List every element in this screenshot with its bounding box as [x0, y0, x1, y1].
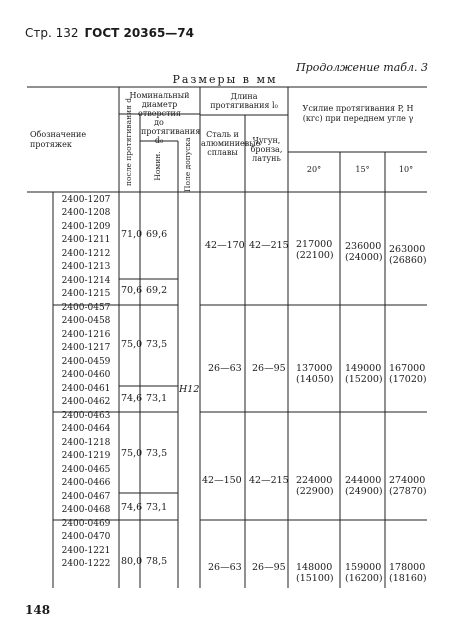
head-steel: Сталь и алюминиевые сплавы [201, 130, 261, 157]
force-20: 137000 [296, 363, 333, 374]
table-continuation: Продолжение табл. 3 [296, 61, 428, 74]
force-15-kgf: (24900) [345, 486, 383, 497]
table-row: 2400-1211 [61, 235, 111, 245]
table-row: 2400-0466 [61, 478, 111, 488]
page-ref: Стр. 132 [25, 26, 79, 40]
table-row: 2400-0457 [61, 303, 111, 313]
diameter-before: 73,5 [146, 339, 168, 350]
force-10: 167000 [389, 363, 426, 374]
diameter-before: 73,5 [146, 448, 168, 459]
diameter-after: 71,0 [121, 229, 143, 240]
length-iron: 26—95 [252, 562, 286, 573]
table-row: 2400-1215 [61, 289, 111, 299]
head-nom: Номин. [153, 151, 162, 181]
table-row: 2400-0459 [61, 357, 111, 367]
head-designation: Обозначение протяжек [30, 130, 87, 149]
tolerance-field: H12 [179, 384, 200, 395]
diameter-after: 75,0 [121, 339, 143, 350]
force-10: 274000 [389, 475, 426, 486]
diameter-after: 74,6 [121, 393, 143, 404]
length-steel: 42—150 [202, 475, 242, 486]
force-10: 178000 [389, 562, 426, 573]
diameter-after: 70,6 [121, 285, 143, 296]
head-iron: Чугун, бронза, латунь [250, 136, 283, 163]
head-angle-20: 20° [306, 165, 322, 174]
force-15: 149000 [345, 363, 382, 374]
length-steel: 26—63 [208, 363, 242, 374]
diameter-before: 73,1 [146, 393, 168, 404]
force-20-kgf: (15100) [296, 573, 334, 584]
force-10: 263000 [389, 244, 426, 255]
head-tol: Поле допуска [183, 137, 192, 192]
head-length: Длина протягивания l₀ [210, 92, 278, 110]
table-row: 2400-0462 [61, 397, 111, 407]
table-row: 2400-0468 [61, 505, 111, 515]
table-row: 2400-1221 [61, 546, 111, 556]
force-10-kgf: (26860) [389, 255, 427, 266]
force-20: 224000 [296, 475, 333, 486]
length-iron: 42—215 [249, 475, 289, 486]
diameter-before: 69,6 [146, 229, 168, 240]
diameter-after: 80,0 [121, 556, 143, 567]
table-row: 2400-0464 [61, 424, 111, 434]
table-row: 2400-1209 [61, 222, 111, 232]
force-10-kgf: (18160) [389, 573, 427, 584]
head-angle-10: 10° [398, 165, 414, 174]
force-10-kgf: (17020) [389, 374, 427, 385]
table-row: 2400-0461 [61, 384, 111, 394]
table-row: 2400-0463 [61, 411, 111, 421]
force-20: 148000 [296, 562, 333, 573]
table-row: 2400-1213 [61, 262, 111, 272]
table-row: 2400-0467 [61, 492, 111, 502]
table-row: 2400-0460 [61, 370, 111, 380]
standard-number: ГОСТ 20365—74 [84, 26, 194, 40]
table-row: 2400-1218 [61, 438, 111, 448]
head-nominal: Номинальный диаметр отверстия [129, 91, 190, 118]
force-20-kgf: (22100) [296, 250, 334, 261]
table-row: 2400-1216 [61, 330, 111, 340]
page-number: 148 [25, 603, 51, 617]
table-row: 2400-0458 [61, 316, 111, 326]
table-row: 2400-0465 [61, 465, 111, 475]
length-iron: 42—215 [249, 240, 289, 251]
head-force: Усилие протягивания P, Н (кгс) при переднем угле γ [302, 104, 414, 123]
diameter-before: 73,1 [146, 502, 168, 513]
length-steel: 42—170 [205, 240, 245, 251]
force-20-kgf: (22900) [296, 486, 334, 497]
force-20-kgf: (14050) [296, 374, 334, 385]
table-row: 2400-1217 [61, 343, 111, 353]
table-row: 2400-0470 [61, 532, 111, 542]
length-steel: 26—63 [208, 562, 242, 573]
force-15-kgf: (24000) [345, 252, 383, 263]
force-20: 217000 [296, 239, 333, 250]
head-before: до протягивания d₀ [141, 118, 201, 145]
diameter-after: 75,0 [121, 448, 143, 459]
force-15: 236000 [345, 241, 382, 252]
force-10-kgf: (27870) [389, 486, 427, 497]
table-row: 2400-1219 [61, 451, 111, 461]
length-iron: 26—95 [252, 363, 286, 374]
table-row: 2400-1208 [61, 208, 111, 218]
head-angle-15: 15° [355, 165, 370, 174]
diameter-before: 78,5 [146, 556, 168, 567]
table-row: 2400-0469 [61, 519, 111, 529]
head-after: после протягивания d [124, 97, 133, 186]
table-row: 2400-1222 [61, 559, 111, 569]
table-row: 2400-1207 [61, 195, 111, 205]
diameter-before: 69,2 [146, 285, 168, 296]
force-15-kgf: (16200) [345, 573, 383, 584]
force-15: 159000 [345, 562, 382, 573]
table-row: 2400-1214 [61, 276, 111, 286]
force-15: 244000 [345, 475, 382, 486]
table-title: Размеры в мм [172, 73, 278, 86]
force-15-kgf: (15200) [345, 374, 383, 385]
table-row: 2400-1212 [61, 249, 111, 259]
diameter-after: 74,6 [121, 502, 143, 513]
